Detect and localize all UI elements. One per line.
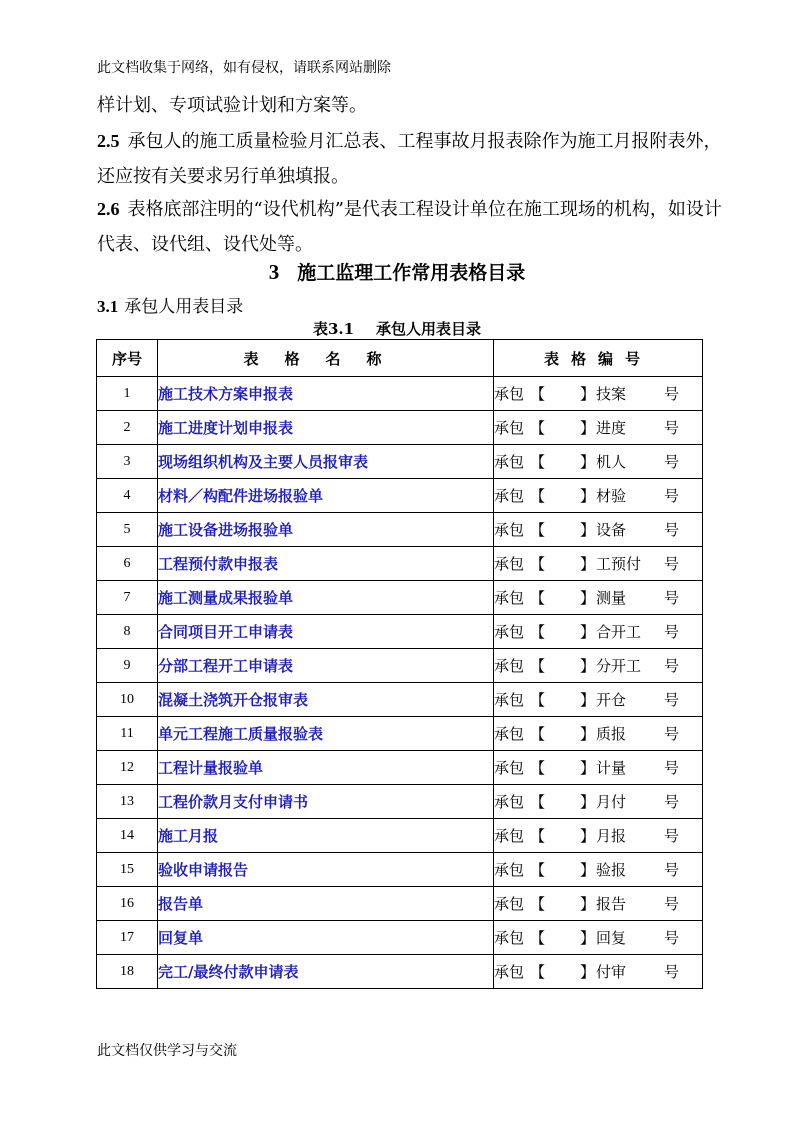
subsection-number: 3.1 <box>97 297 119 316</box>
table-caption-title: 承包人用表目录 <box>376 320 482 338</box>
code-bracket-open: 【 <box>530 453 546 471</box>
table-row <box>97 513 703 547</box>
row-seq: 15 <box>97 853 158 887</box>
code-type: 分开工 <box>596 657 642 675</box>
table-row <box>97 853 703 887</box>
header-seq: 序号 <box>97 340 158 377</box>
code-type: 工预付 <box>596 555 642 573</box>
footer-note: 此文档仅供学习与交流 <box>97 1043 237 1059</box>
table-header-row <box>97 340 703 377</box>
paragraph-text: 表格底部注明的“设代机构”是代表工程设计单位在施工现场的机构，如设计代表、设代组、设代处等。 <box>97 199 722 255</box>
row-seq: 6 <box>97 547 158 581</box>
code-prefix: 承包 <box>494 385 525 403</box>
code-type: 付审 <box>596 963 627 981</box>
table-row <box>97 445 703 479</box>
row-form-name: 合同项目开工申请表 <box>158 615 494 649</box>
code-suffix: 号 <box>664 487 680 505</box>
code-type: 合开工 <box>596 623 642 641</box>
code-bracket-close: 】 <box>580 623 596 641</box>
row-form-name: 材料／构配件进场报验单 <box>158 479 494 513</box>
table-row <box>97 615 703 649</box>
code-prefix: 承包 <box>494 419 525 437</box>
code-prefix: 承包 <box>494 725 525 743</box>
row-form-code <box>494 955 703 989</box>
code-bracket-open: 【 <box>530 385 546 403</box>
code-prefix: 承包 <box>494 895 525 913</box>
row-form-code <box>494 649 703 683</box>
header-name: 表格名称 <box>158 340 494 377</box>
code-bracket-open: 【 <box>530 419 546 437</box>
row-seq: 7 <box>97 581 158 615</box>
paragraph-2-5 <box>97 124 722 194</box>
row-form-code <box>494 853 703 887</box>
code-suffix: 号 <box>664 453 680 471</box>
row-form-code <box>494 683 703 717</box>
code-bracket-open: 【 <box>530 691 546 709</box>
code-suffix: 号 <box>664 759 680 777</box>
row-form-code <box>494 887 703 921</box>
form-catalog-table <box>96 339 703 989</box>
paragraph-text: 承包人的施工质量检验月汇总表、工程事故月报表除作为施工月报附表外，还应按有关要求另行单独填报。 <box>97 131 722 187</box>
code-suffix: 号 <box>664 861 680 879</box>
row-form-name: 回复单 <box>158 921 494 955</box>
code-prefix: 承包 <box>494 657 525 675</box>
code-type: 质报 <box>596 725 627 743</box>
code-bracket-open: 【 <box>530 555 546 573</box>
code-prefix: 承包 <box>494 929 525 947</box>
code-bracket-close: 】 <box>580 861 596 879</box>
code-type: 机人 <box>596 453 627 471</box>
paragraph-number: 2.6 <box>97 199 120 219</box>
code-prefix: 承包 <box>494 453 525 471</box>
code-bracket-open: 【 <box>530 725 546 743</box>
code-bracket-close: 】 <box>580 589 596 607</box>
header-code: 表格编号 <box>494 340 703 377</box>
code-type: 月报 <box>596 827 627 845</box>
code-bracket-open: 【 <box>530 487 546 505</box>
section-heading <box>0 258 794 285</box>
table-caption-label: 表3.1 <box>312 320 355 338</box>
row-form-code <box>494 377 703 411</box>
code-suffix: 号 <box>664 793 680 811</box>
code-suffix: 号 <box>664 827 680 845</box>
code-prefix: 承包 <box>494 793 525 811</box>
row-seq: 2 <box>97 411 158 445</box>
code-prefix: 承包 <box>494 861 525 879</box>
code-type: 报告 <box>596 895 627 913</box>
paragraph-text: 样计划、专项试验计划和方案等。 <box>97 95 367 116</box>
paragraph-2-6 <box>97 192 722 262</box>
row-seq: 9 <box>97 649 158 683</box>
code-bracket-open: 【 <box>530 861 546 879</box>
code-prefix: 承包 <box>494 691 525 709</box>
row-form-name: 单元工程施工质量报验表 <box>158 717 494 751</box>
code-bracket-close: 】 <box>580 487 596 505</box>
table-row <box>97 581 703 615</box>
table-row <box>97 683 703 717</box>
row-form-code <box>494 445 703 479</box>
row-seq: 18 <box>97 955 158 989</box>
code-prefix: 承包 <box>494 487 525 505</box>
code-type: 测量 <box>596 589 627 607</box>
row-seq: 13 <box>97 785 158 819</box>
row-form-name: 工程价款月支付申请书 <box>158 785 494 819</box>
code-bracket-close: 】 <box>580 453 596 471</box>
row-form-code <box>494 785 703 819</box>
code-prefix: 承包 <box>494 759 525 777</box>
code-bracket-close: 】 <box>580 657 596 675</box>
code-bracket-open: 【 <box>530 895 546 913</box>
code-bracket-open: 【 <box>530 623 546 641</box>
row-form-name: 验收申请报告 <box>158 853 494 887</box>
row-form-code <box>494 717 703 751</box>
row-seq: 12 <box>97 751 158 785</box>
code-suffix: 号 <box>664 385 680 403</box>
table-row <box>97 887 703 921</box>
row-form-name: 分部工程开工申请表 <box>158 649 494 683</box>
code-bracket-close: 】 <box>580 385 596 403</box>
table-row <box>97 411 703 445</box>
row-form-name: 施工月报 <box>158 819 494 853</box>
code-suffix: 号 <box>664 725 680 743</box>
row-form-code <box>494 921 703 955</box>
row-seq: 14 <box>97 819 158 853</box>
row-form-name: 施工测量成果报验单 <box>158 581 494 615</box>
table-row <box>97 955 703 989</box>
code-bracket-open: 【 <box>530 521 546 539</box>
table-row <box>97 479 703 513</box>
table-row <box>97 649 703 683</box>
table-row <box>97 717 703 751</box>
code-bracket-open: 【 <box>530 657 546 675</box>
code-bracket-open: 【 <box>530 827 546 845</box>
code-suffix: 号 <box>664 521 680 539</box>
row-seq: 17 <box>97 921 158 955</box>
row-seq: 4 <box>97 479 158 513</box>
row-form-name: 施工进度计划申报表 <box>158 411 494 445</box>
row-seq: 1 <box>97 377 158 411</box>
code-type: 材验 <box>596 487 627 505</box>
subsection-title: 承包人用表目录 <box>124 297 244 317</box>
row-seq: 10 <box>97 683 158 717</box>
code-suffix: 号 <box>664 419 680 437</box>
code-bracket-close: 】 <box>580 793 596 811</box>
code-prefix: 承包 <box>494 521 525 539</box>
table-row <box>97 785 703 819</box>
section-number: 3 <box>268 260 280 284</box>
row-form-code <box>494 513 703 547</box>
table-caption <box>0 318 794 339</box>
code-bracket-close: 】 <box>580 691 596 709</box>
code-prefix: 承包 <box>494 963 525 981</box>
code-bracket-open: 【 <box>530 793 546 811</box>
code-bracket-close: 】 <box>580 419 596 437</box>
row-form-code <box>494 819 703 853</box>
section-title: 施工监理工作常用表格目录 <box>297 262 526 284</box>
row-form-code <box>494 547 703 581</box>
header-note: 此文档收集于网络，如有侵权，请联系网站删除 <box>97 60 391 76</box>
code-bracket-close: 】 <box>580 929 596 947</box>
code-bracket-open: 【 <box>530 589 546 607</box>
code-bracket-open: 【 <box>530 759 546 777</box>
code-suffix: 号 <box>664 589 680 607</box>
code-prefix: 承包 <box>494 589 525 607</box>
row-form-code <box>494 615 703 649</box>
table-row <box>97 819 703 853</box>
row-seq: 3 <box>97 445 158 479</box>
code-bracket-close: 】 <box>580 725 596 743</box>
code-prefix: 承包 <box>494 555 525 573</box>
table-row <box>97 921 703 955</box>
code-suffix: 号 <box>664 963 680 981</box>
row-seq: 16 <box>97 887 158 921</box>
row-form-code <box>494 479 703 513</box>
code-type: 开仓 <box>596 691 627 709</box>
code-type: 月付 <box>596 793 627 811</box>
subsection-heading <box>97 292 243 317</box>
code-prefix: 承包 <box>494 827 525 845</box>
code-type: 验报 <box>596 861 627 879</box>
code-bracket-close: 】 <box>580 963 596 981</box>
code-bracket-open: 【 <box>530 963 546 981</box>
row-form-name: 报告单 <box>158 887 494 921</box>
row-seq: 11 <box>97 717 158 751</box>
code-type: 计量 <box>596 759 627 777</box>
code-bracket-close: 】 <box>580 555 596 573</box>
row-form-name: 混凝土浇筑开仓报审表 <box>158 683 494 717</box>
row-form-code <box>494 411 703 445</box>
row-form-code <box>494 751 703 785</box>
table-row <box>97 547 703 581</box>
table-row <box>97 377 703 411</box>
code-suffix: 号 <box>664 657 680 675</box>
row-form-code <box>494 581 703 615</box>
row-form-name: 工程计量报验单 <box>158 751 494 785</box>
code-bracket-close: 】 <box>580 827 596 845</box>
code-suffix: 号 <box>664 691 680 709</box>
code-prefix: 承包 <box>494 623 525 641</box>
row-form-name: 施工技术方案申报表 <box>158 377 494 411</box>
table-row <box>97 751 703 785</box>
code-suffix: 号 <box>664 623 680 641</box>
code-suffix: 号 <box>664 895 680 913</box>
code-bracket-close: 】 <box>580 759 596 777</box>
code-type: 回复 <box>596 929 627 947</box>
paragraph-continuation <box>97 88 722 123</box>
code-bracket-open: 【 <box>530 929 546 947</box>
row-seq: 8 <box>97 615 158 649</box>
row-form-name: 工程预付款申报表 <box>158 547 494 581</box>
row-seq: 5 <box>97 513 158 547</box>
code-suffix: 号 <box>664 929 680 947</box>
row-form-name: 完工/最终付款申请表 <box>158 955 494 989</box>
code-type: 进度 <box>596 419 627 437</box>
code-bracket-close: 】 <box>580 895 596 913</box>
paragraph-number: 2.5 <box>97 131 120 151</box>
row-form-name: 现场组织机构及主要人员报审表 <box>158 445 494 479</box>
row-form-name: 施工设备进场报验单 <box>158 513 494 547</box>
code-bracket-close: 】 <box>580 521 596 539</box>
table-body <box>97 377 703 989</box>
code-type: 设备 <box>596 521 627 539</box>
code-type: 技案 <box>596 385 627 403</box>
code-suffix: 号 <box>664 555 680 573</box>
